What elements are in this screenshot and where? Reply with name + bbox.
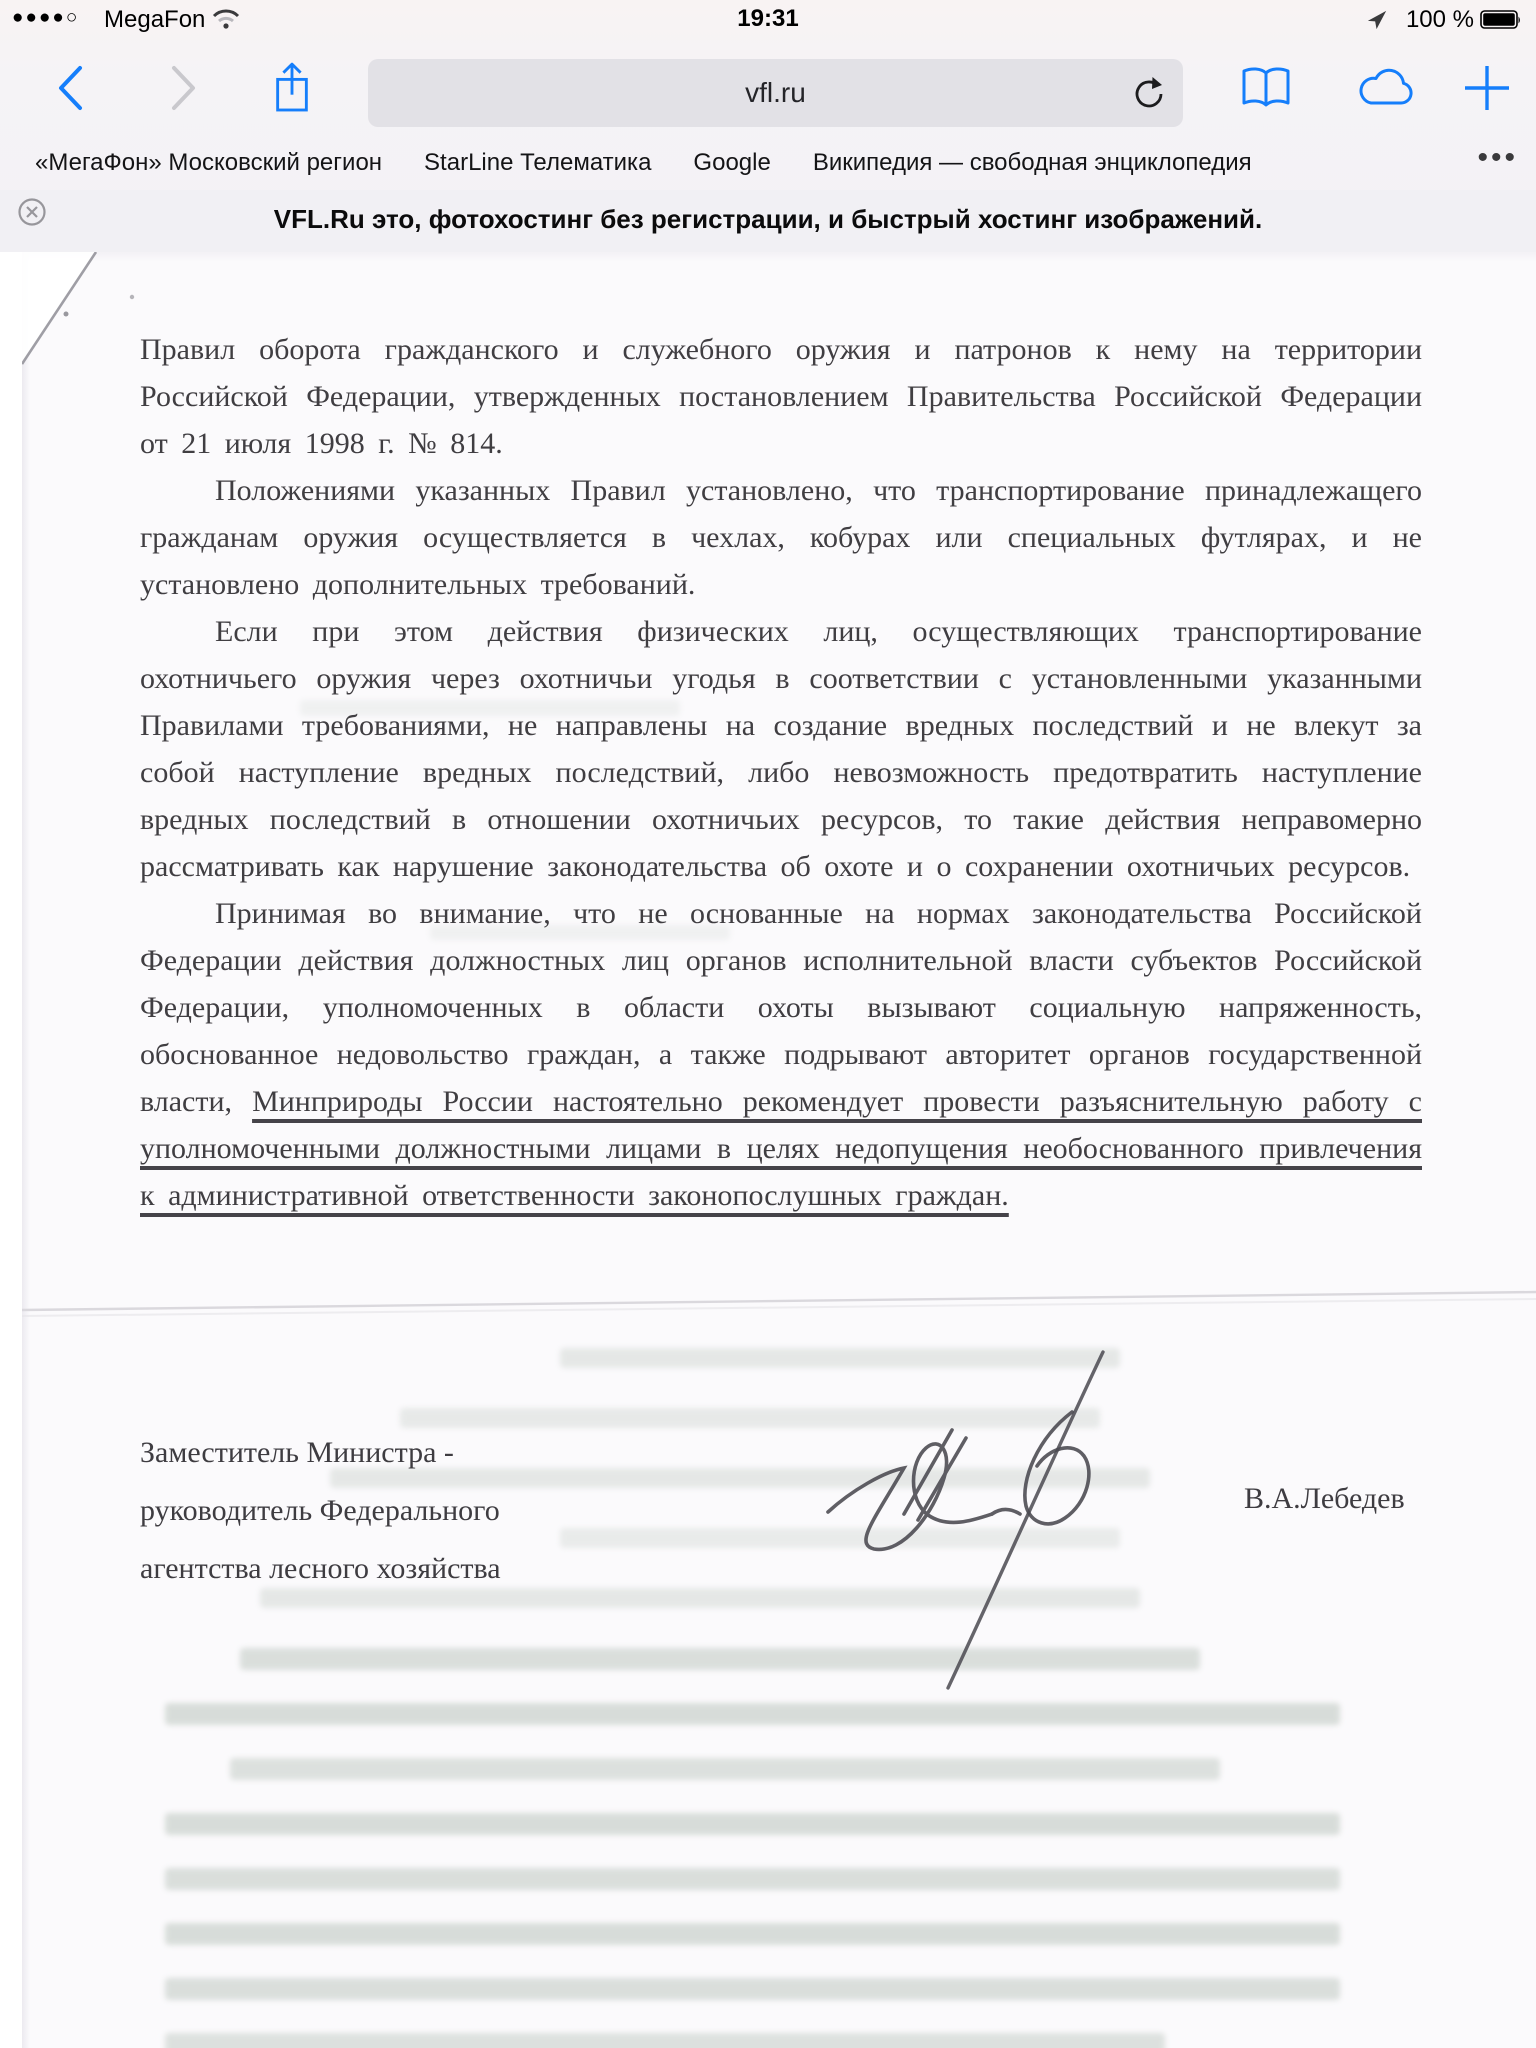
ghost-text-line xyxy=(230,1758,1220,1780)
document-text xyxy=(140,326,1422,1219)
scanned-document xyxy=(22,252,1536,2048)
browser-chrome xyxy=(0,0,1536,252)
closing-paragraph xyxy=(140,890,1422,1219)
battery-icon xyxy=(1480,10,1522,35)
open-book-icon xyxy=(1240,65,1292,111)
document-paragraph: Правил оборота гражданского и служебного оружия и патронов к нему на территории Российской Федерации, утвержденных постановлением Правительства Российской Федерации от 21 июля 1998 г. № 814. xyxy=(140,333,1422,460)
bookmark-item-megafon[interactable]: «МегаФон» Московский регион xyxy=(35,148,383,176)
signature-title-line: агентства лесного хозяйства xyxy=(140,1552,501,1585)
bookmark-item-google[interactable]: Google xyxy=(693,148,771,176)
ghost-text-line xyxy=(400,1408,1100,1428)
ghost-text-line xyxy=(165,1703,1340,1725)
underlined-passage: Минприроды России настоятельно рекомендует провести разъяснительную работу с уполномоченными должностными лицами в целях недопущения необоснованного привлечения к административной ответственности законопослушных граждан. xyxy=(140,1085,1422,1212)
forward-chevron-icon xyxy=(170,64,198,112)
signatory-name: В.А.Лебедев xyxy=(1244,1482,1405,1515)
document-paragraph: Если при этом действия физических лиц, осуществляющих транспортирование охотничьего оружия через охотничьи угодья в соответствии с установленными указанными Правилами требованиями, не направлены на создание вредных последствий и не влекут за собой наступление вредных последствий, либо невозможность предотвратить наступление вредных последствий в отношении охотничьих ресурсов, то такие действия неправомерно рассматривать как нарушение законодательства об охоте и о сохранении охотничьих ресурсов. xyxy=(140,615,1422,883)
bookmarks-overflow-button[interactable]: ••• xyxy=(1477,141,1518,174)
safari-toolbar xyxy=(0,40,1536,135)
share-button[interactable] xyxy=(270,62,314,114)
bookmark-item-wikipedia[interactable]: Википедия — свободная энциклопедия xyxy=(812,148,1252,176)
closing-plain-text: Принимая во внимание, что не основанные на нормах законодательства Российской Федерации действия должностных лиц органов исполнительной власти субъектов Российской Федерации, уполномоченных в области охоты вызывают социальную напряженность, обоснованное недовольство граждан, а также подрывают авторитет органов государственной власти, xyxy=(140,897,1422,1118)
location-arrow-icon xyxy=(1366,9,1388,36)
new-tab-button[interactable] xyxy=(1458,58,1516,118)
ghost-text-line xyxy=(560,1528,1120,1548)
url-field[interactable] xyxy=(368,59,1183,127)
carrier-label: MegaFon xyxy=(104,6,206,33)
ghost-text-line xyxy=(240,1648,1200,1670)
plus-icon xyxy=(1462,63,1512,113)
ghost-text-line xyxy=(560,1348,1120,1368)
status-bar xyxy=(0,0,1536,40)
banner-message: VFL.Ru это, фотохостинг без регистрации, и быстрый хостинг изображений. xyxy=(273,204,1263,234)
reload-icon xyxy=(1131,74,1165,112)
clock: 19:31 xyxy=(737,5,799,32)
signature-title-line: Заместитель Министра - xyxy=(140,1436,454,1469)
signal-strength-icon: ●●●●○ xyxy=(12,7,80,28)
bookmark-item-starline[interactable]: StarLine Телематика xyxy=(424,148,652,176)
signature-title-block xyxy=(140,1424,501,1598)
url-text: vfl.ru xyxy=(745,77,806,108)
promo-banner xyxy=(0,190,1536,252)
ghost-text-line xyxy=(165,2033,1165,2048)
bookmarks-button[interactable] xyxy=(1238,58,1294,118)
ghost-text-line xyxy=(165,1868,1340,1890)
document-paragraph: Положениями указанных Правил установлено, что транспортирование принадлежащего гражданам оружия осуществляется в чехлах, кобурах или специальных футлярах, и не установлено дополнительных требований. xyxy=(140,474,1422,601)
ghost-text-line xyxy=(165,1923,1340,1945)
forward-button[interactable] xyxy=(162,62,206,114)
share-icon xyxy=(270,59,314,117)
back-button[interactable] xyxy=(48,62,92,114)
ghost-text-line xyxy=(165,1813,1340,1835)
back-chevron-icon xyxy=(56,64,84,112)
reload-button[interactable] xyxy=(1131,74,1165,117)
ghost-text-line xyxy=(165,1978,1340,2000)
icloud-tabs-button[interactable] xyxy=(1352,58,1422,118)
battery-percent: 100 % xyxy=(1405,6,1474,33)
cloud-icon xyxy=(1355,67,1419,109)
signature-stroke xyxy=(948,1352,1103,1688)
wifi-icon xyxy=(212,8,240,35)
signature-title-line: руководитель Федерального xyxy=(140,1494,500,1527)
bookmarks-bar xyxy=(0,135,1536,190)
